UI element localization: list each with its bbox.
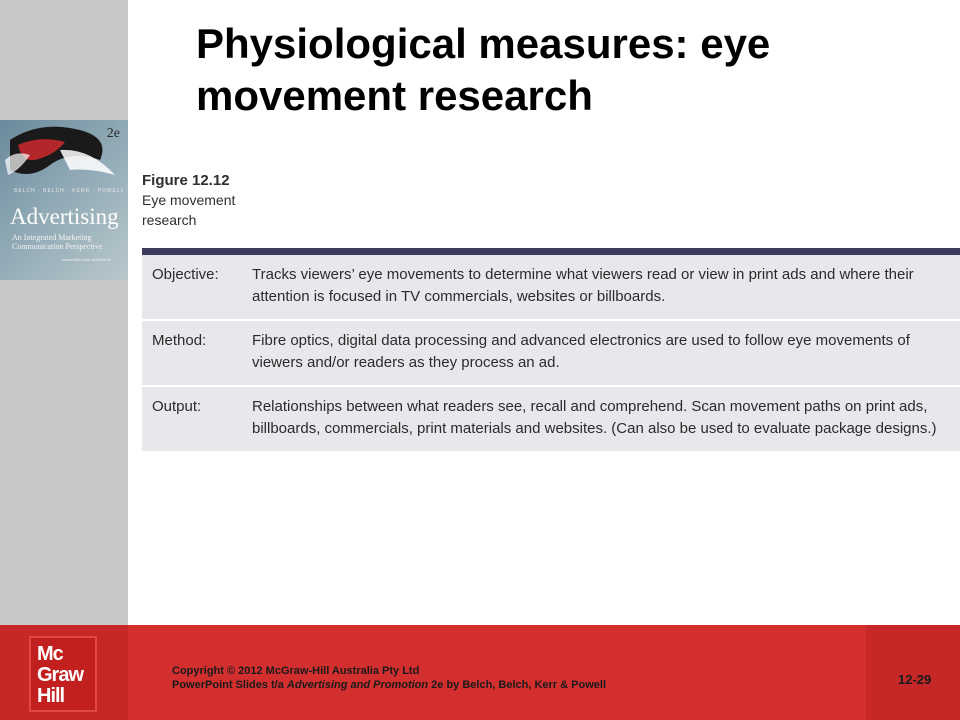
figure-label: Eye movement research <box>142 192 236 228</box>
row-description: Fibre optics, digital data processing and advanced electronics are used to follow eye movements of viewers and/or readers as they process an ad. <box>242 320 960 386</box>
copyright-line-2 <box>172 678 606 692</box>
book-cover-artwork <box>0 120 128 280</box>
copyright-suffix: 2e by Belch, Belch, Kerr & Powell <box>428 679 607 691</box>
footer-bar <box>0 625 960 720</box>
slide-page-number: 12-29 <box>898 672 932 687</box>
row-label: Objective: <box>142 255 242 320</box>
figure-caption <box>142 172 262 230</box>
copyright-line-1: Copyright © 2012 McGraw-Hill Australia Pty Ltd <box>172 665 420 677</box>
logo-line-mc: Mc <box>37 643 63 665</box>
row-description: Relationships between what readers see, recall and comprehend. Scan movement paths on print ads, billboards, commercials, print materials and websites. (Can also be used to evaluate package designs.) <box>252 398 937 437</box>
table-row-method <box>142 320 960 386</box>
mcgraw-hill-logo <box>29 636 97 712</box>
book-subtitle: An Integrated Marketing Communication Perspective <box>12 233 103 251</box>
logo-line-hill: Hill <box>37 685 65 707</box>
copyright-book-title: Advertising and Promotion <box>286 679 429 691</box>
row-label: Method: <box>142 320 242 386</box>
logo-line-graw: Graw <box>37 664 84 686</box>
row-label: Output: <box>152 398 202 415</box>
book-authors: BELCH · BELCH · KERR · POWELL <box>14 188 125 194</box>
book-title: Advertising <box>10 204 119 229</box>
eye-movement-research-table <box>142 255 960 451</box>
book-url: www.mhhe.com.au/belch2e <box>62 257 111 262</box>
table-row-objective <box>142 255 960 320</box>
book-cover-image <box>0 120 128 280</box>
figure-number: Figure 12.12 <box>142 172 230 189</box>
slide-title: Physiological measures: eye movement research <box>196 20 771 119</box>
copyright-prefix: PowerPoint Slides t/a <box>172 679 287 691</box>
table-top-rule <box>142 248 960 255</box>
copyright-notice <box>172 664 606 692</box>
table-row-output <box>142 386 960 451</box>
book-edition: 2e <box>106 126 120 141</box>
row-description: Tracks viewers’ eye movements to determine what viewers read or view in print ads and where their attention is focused in TV commercials, websites or billboards. <box>242 255 960 320</box>
left-sidebar-band <box>0 0 128 625</box>
